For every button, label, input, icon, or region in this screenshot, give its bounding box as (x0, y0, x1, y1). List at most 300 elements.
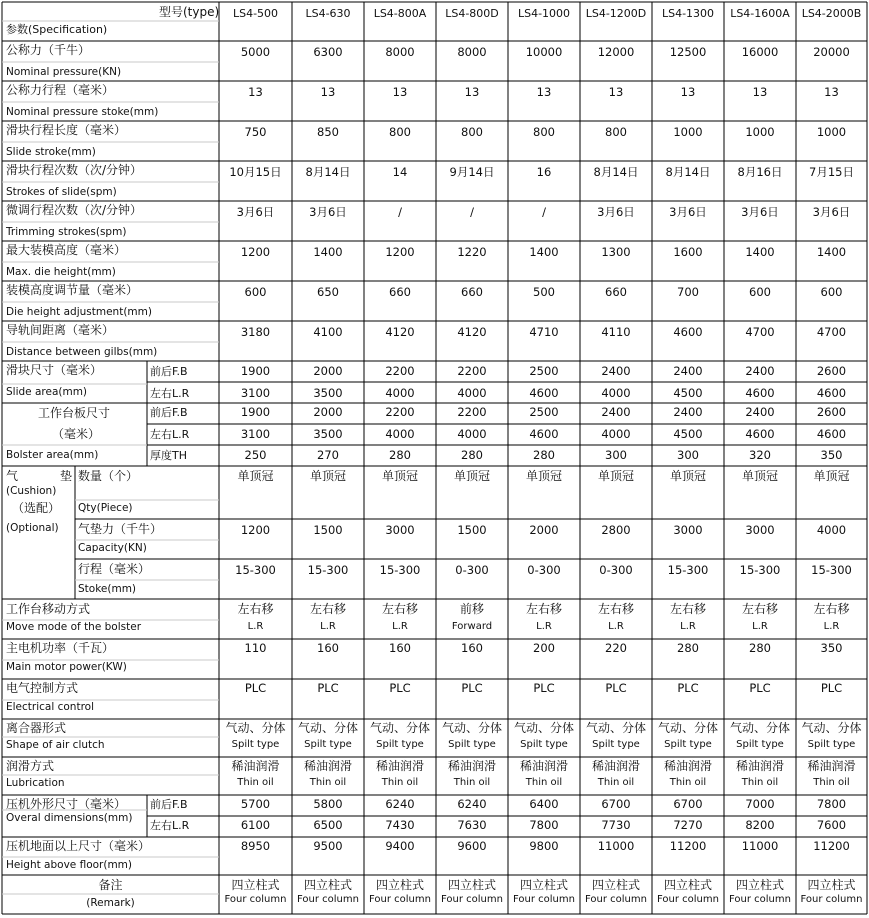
value-cell: 2400 (673, 364, 703, 378)
row-label-zh: 公称力（千牛） (6, 43, 91, 57)
value-cell: 500 (533, 285, 555, 299)
value-cell: 4700 (745, 325, 775, 339)
value-cell: 200 (533, 641, 555, 655)
sub-label-lr: 左右L.R (150, 819, 190, 832)
value-cell: 前移 (459, 602, 484, 616)
value-cell: 3月6日 (812, 205, 851, 219)
lube-value-zh: 稀油润滑 (663, 759, 712, 773)
clutch-value-zh: 气动、分体 (369, 721, 430, 735)
value-cell: L.R (823, 621, 840, 632)
value-cell: 3500 (313, 427, 343, 441)
cushion-optional-zh: （选配） (12, 501, 61, 515)
value-cell: 13 (320, 85, 336, 99)
motor-label-zh: 主电机功率（千瓦） (6, 641, 115, 655)
value-cell: 1600 (673, 245, 703, 259)
value-cell: L.R (320, 621, 336, 632)
value-cell: 8000 (385, 45, 415, 59)
value-cell: 0-300 (455, 563, 489, 577)
value-cell: 6240 (457, 797, 487, 811)
value-cell: 2500 (529, 364, 559, 378)
value-cell: 9600 (457, 839, 487, 853)
clutch-value-zh: 气动、分体 (513, 721, 574, 735)
value-cell: 4000 (601, 427, 631, 441)
value-cell: 8月14日 (593, 165, 639, 179)
value-cell: 3100 (240, 427, 271, 441)
value-cell: L.R (752, 621, 768, 632)
value-cell: 单顶冠 (741, 469, 778, 483)
model-header-label: 型号(type) (159, 5, 220, 19)
value-cell: 7270 (673, 818, 703, 832)
value-cell: 1000 (745, 125, 775, 139)
clutch-value-zh: 气动、分体 (585, 721, 646, 735)
value-cell: 4700 (816, 325, 847, 339)
clutch-value-zh: 气动、分体 (729, 721, 790, 735)
value-cell: 220 (605, 641, 627, 655)
value-cell: L.R (608, 621, 624, 632)
value-cell: 9800 (529, 839, 559, 853)
overall-label-en: Overal dimensions(mm) (6, 812, 133, 824)
value-cell: 2200 (385, 405, 415, 419)
value-cell: / (542, 205, 546, 219)
value-cell: 800 (461, 125, 483, 139)
value-cell: 110 (244, 641, 267, 655)
value-cell: 280 (749, 641, 771, 655)
row-label-zh: 滑块行程长度（毫米） (6, 123, 127, 137)
value-cell: 16000 (741, 45, 779, 59)
value-cell: L.R (247, 621, 264, 632)
value-cell: LS4-1300 (661, 7, 715, 20)
lube-label-en: Lubrication (6, 777, 65, 789)
value-cell: LS4-800A (373, 7, 427, 20)
value-cell: 4100 (313, 325, 343, 339)
value-cell: 16 (536, 165, 552, 179)
motor-label-en: Main motor power(KW) (6, 661, 127, 673)
remark-value-en: Four column (297, 894, 359, 905)
value-cell: 2200 (385, 364, 415, 378)
value-cell: 8200 (745, 818, 775, 832)
value-cell: 2400 (745, 405, 775, 419)
value-cell: 11000 (597, 839, 635, 853)
cushion-label-zh: 气 (6, 469, 19, 483)
spec-header-label: 参数(Specification) (6, 23, 108, 36)
lube-value-zh: 稀油润滑 (807, 759, 856, 773)
value-cell: 2200 (457, 364, 487, 378)
value-cell: 11200 (669, 839, 707, 853)
value-cell: 300 (605, 448, 627, 462)
value-cell: 左右移 (525, 602, 562, 616)
remark-value-zh: 四立柱式 (591, 878, 640, 892)
lube-value-en: Thin oil (381, 777, 419, 788)
row-label-zh: 导轨间距离（毫米） (6, 323, 115, 337)
clutch-value-en: Spilt type (304, 739, 352, 750)
value-cell: 4600 (816, 386, 847, 400)
remark-label-en: (Remark) (86, 897, 135, 909)
value-cell: 14 (392, 165, 408, 179)
lube-value-zh: 稀油润滑 (231, 759, 280, 773)
value-cell: 3180 (240, 325, 271, 339)
value-cell: 3月6日 (597, 205, 635, 219)
lube-value-zh: 稀油润滑 (735, 759, 784, 773)
value-cell: 10月15日 (229, 165, 282, 179)
value-cell: 单顶冠 (381, 469, 418, 483)
value-cell: 280 (389, 448, 411, 462)
slide-label-zh: 滑块尺寸（毫米） (6, 363, 103, 377)
clutch-value-en: Spilt type (231, 739, 280, 750)
remark-value-en: Four column (224, 894, 287, 905)
value-cell: 15-300 (379, 563, 421, 577)
bolster-label-zh: 工作台板尺寸 (38, 406, 111, 420)
value-cell: 4600 (745, 427, 775, 441)
value-cell: 8950 (240, 839, 271, 853)
value-cell: 6500 (313, 818, 343, 832)
row-label-en: Nominal pressure stoke(mm) (6, 106, 159, 118)
remark-value-en: Four column (513, 894, 575, 905)
value-cell: 2600 (816, 364, 847, 378)
cushion-cap-en: Capacity(KN) (78, 542, 147, 554)
cushion-stroke-en: Stoke(mm) (78, 583, 137, 595)
value-cell: LS4-800D (445, 7, 499, 20)
value-cell: 4710 (529, 325, 559, 339)
lube-value-en: Thin oil (669, 777, 707, 788)
value-cell: 1400 (529, 245, 559, 259)
value-cell: 4500 (673, 427, 703, 441)
value-cell: 12500 (669, 45, 707, 59)
row-label-en: Die height adjustment(mm) (6, 306, 152, 318)
lube-value-en: Thin oil (813, 777, 850, 788)
value-cell: 350 (820, 641, 843, 655)
clutch-value-zh: 气动、分体 (441, 721, 502, 735)
value-cell: 0-300 (599, 563, 633, 577)
value-cell: 2400 (745, 364, 775, 378)
value-cell: 2200 (457, 405, 487, 419)
value-cell: 9500 (313, 839, 343, 853)
value-cell: 左右移 (381, 602, 418, 616)
value-cell: 15-300 (811, 563, 852, 577)
value-cell: 8000 (457, 45, 487, 59)
value-cell: 3100 (240, 386, 271, 400)
value-cell: 15-300 (235, 563, 276, 577)
value-cell: PLC (677, 681, 699, 695)
remark-value-zh: 四立柱式 (807, 878, 856, 892)
clutch-value-zh: 气动、分体 (225, 721, 286, 735)
value-cell: 250 (244, 448, 267, 462)
value-cell: 4000 (385, 386, 415, 400)
row-label-en: Trimming strokes(spm) (6, 226, 127, 238)
value-cell: 7月15日 (809, 165, 854, 179)
value-cell: 左右移 (669, 602, 706, 616)
lube-label-zh: 润滑方式 (6, 759, 55, 773)
clutch-value-en: Spilt type (520, 739, 568, 750)
value-cell: 2600 (816, 405, 847, 419)
value-cell: / (470, 205, 474, 219)
value-cell: 7430 (385, 818, 415, 832)
value-cell: 6240 (385, 797, 415, 811)
value-cell: 单顶冠 (525, 469, 562, 483)
cushion-qty-en: Qty(Piece) (78, 502, 133, 514)
value-cell: 9400 (385, 839, 415, 853)
value-cell: 15-300 (307, 563, 349, 577)
remark-value-en: Four column (729, 894, 791, 905)
value-cell: 15-300 (739, 563, 781, 577)
value-cell: 7000 (745, 797, 775, 811)
value-cell: 1000 (816, 125, 847, 139)
value-cell: LS4-630 (305, 7, 351, 20)
value-cell: 1500 (313, 523, 343, 537)
lube-value-zh: 稀油润滑 (447, 759, 496, 773)
value-cell: 20000 (813, 45, 850, 59)
value-cell: L.R (536, 621, 552, 632)
value-cell: 13 (824, 85, 839, 99)
value-cell: 4000 (601, 386, 631, 400)
value-cell: 7600 (816, 818, 847, 832)
lube-value-en: Thin oil (453, 777, 491, 788)
height-label-zh: 压机地面以上尺寸（毫米） (6, 839, 151, 853)
value-cell: 7630 (457, 818, 487, 832)
value-cell: 160 (461, 641, 483, 655)
value-cell: PLC (244, 681, 267, 695)
value-cell: 左右移 (597, 602, 634, 616)
cushion-cap-zh: 气垫力（千牛） (78, 522, 163, 536)
value-cell: 7730 (601, 818, 631, 832)
value-cell: 3000 (385, 523, 415, 537)
row-label-en: Nominal pressure(KN) (6, 66, 122, 78)
sub-label-lr: 左右L.R (150, 387, 190, 400)
value-cell: 280 (461, 448, 483, 462)
value-cell: 1200 (240, 245, 271, 259)
value-cell: 1000 (673, 125, 703, 139)
bolster-label-en: Bolster area(mm) (6, 449, 99, 461)
value-cell: PLC (533, 681, 555, 695)
height-label-en: Height above floor(mm) (6, 859, 133, 871)
remark-value-zh: 四立柱式 (735, 878, 784, 892)
value-cell: 3000 (673, 523, 703, 537)
row-label-en: Strokes of slide(spm) (6, 186, 117, 198)
value-cell: 4600 (673, 325, 703, 339)
value-cell: 700 (677, 285, 699, 299)
value-cell: PLC (317, 681, 339, 695)
move-label-zh: 工作台移动方式 (6, 602, 91, 616)
value-cell: 2400 (601, 405, 631, 419)
row-label-zh: 微调行程次数（次/分钟） (6, 203, 143, 217)
value-cell: 2000 (529, 523, 559, 537)
value-cell: / (398, 205, 402, 219)
value-cell: 3500 (313, 386, 343, 400)
row-label-en: Distance between gilbs(mm) (6, 346, 158, 358)
value-cell: 5000 (240, 45, 271, 59)
value-cell: 650 (317, 285, 339, 299)
value-cell: 4000 (385, 427, 415, 441)
clutch-value-en: Spilt type (807, 739, 856, 750)
remark-value-en: Four column (441, 894, 503, 905)
cushion-label-zh: 垫 (60, 469, 73, 483)
value-cell: 13 (680, 85, 696, 99)
value-cell: 750 (244, 125, 267, 139)
value-cell: 1400 (816, 245, 847, 259)
value-cell: PLC (461, 681, 483, 695)
sub-label-fb: 前后F.B (150, 365, 188, 378)
value-cell: 1400 (745, 245, 775, 259)
value-cell: 6700 (673, 797, 703, 811)
value-cell: 4500 (673, 386, 703, 400)
value-cell: 3月6日 (309, 205, 347, 219)
value-cell: 2500 (529, 405, 559, 419)
lube-value-zh: 稀油润滑 (519, 759, 568, 773)
clutch-label-zh: 离合器形式 (6, 721, 67, 735)
value-cell: 13 (392, 85, 408, 99)
value-cell: PLC (749, 681, 771, 695)
sub-label-fb: 前后F.B (150, 798, 188, 811)
value-cell: 280 (677, 641, 699, 655)
value-cell: 单顶冠 (237, 469, 274, 483)
remark-value-en: Four column (800, 894, 863, 905)
value-cell: 280 (533, 448, 555, 462)
value-cell: 13 (248, 85, 263, 99)
row-label-zh: 公称力行程（毫米） (6, 83, 115, 97)
value-cell: 160 (389, 641, 411, 655)
remark-value-en: Four column (369, 894, 431, 905)
value-cell: 左右移 (309, 602, 346, 616)
value-cell: 4120 (457, 325, 487, 339)
remark-value-zh: 四立柱式 (303, 878, 352, 892)
lube-value-zh: 稀油润滑 (303, 759, 352, 773)
value-cell: 2000 (313, 364, 343, 378)
value-cell: 300 (677, 448, 699, 462)
value-cell: 单顶冠 (453, 469, 490, 483)
value-cell: 600 (244, 285, 267, 299)
value-cell: 单顶冠 (813, 469, 850, 483)
remark-value-zh: 四立柱式 (375, 878, 424, 892)
value-cell: 1900 (240, 405, 271, 419)
value-cell: 2400 (673, 405, 703, 419)
cushion-label-en: (Cushion) (6, 485, 57, 497)
value-cell: 4000 (816, 523, 847, 537)
value-cell: 1200 (240, 523, 271, 537)
value-cell: 单顶冠 (597, 469, 634, 483)
value-cell: 1220 (457, 245, 487, 259)
value-cell: 0-300 (527, 563, 561, 577)
value-cell: 8月14日 (305, 165, 351, 179)
value-cell: 15-300 (667, 563, 709, 577)
move-label-en: Move mode of the bolster (6, 621, 142, 633)
value-cell: 单顶冠 (309, 469, 346, 483)
value-cell: 6700 (601, 797, 631, 811)
remark-value-zh: 四立柱式 (663, 878, 712, 892)
value-cell: 270 (317, 448, 339, 462)
value-cell: 4000 (457, 386, 487, 400)
value-cell: LS4-1000 (517, 7, 571, 20)
value-cell: 左右移 (813, 602, 850, 616)
value-cell: PLC (605, 681, 627, 695)
value-cell: 2400 (601, 364, 631, 378)
sub-label-lr: 左右L.R (150, 428, 190, 441)
remark-value-zh: 四立柱式 (231, 878, 280, 892)
cushion-optional-en: (Optional) (6, 522, 59, 534)
value-cell: 13 (464, 85, 480, 99)
value-cell: L.R (392, 621, 408, 632)
value-cell: 4000 (457, 427, 487, 441)
value-cell: 800 (605, 125, 627, 139)
clutch-label-en: Shape of air clutch (6, 739, 105, 751)
remark-value-en: Four column (657, 894, 719, 905)
value-cell: Forward (451, 621, 493, 632)
sub-label-fb: 前后F.B (150, 406, 188, 419)
cushion-stroke-zh: 行程（毫米） (78, 562, 151, 576)
remark-value-zh: 四立柱式 (447, 878, 496, 892)
value-cell: 11000 (741, 839, 779, 853)
value-cell: 2800 (601, 523, 631, 537)
value-cell: 4600 (816, 427, 847, 441)
lube-value-en: Thin oil (309, 777, 347, 788)
value-cell: 4600 (529, 386, 559, 400)
value-cell: 660 (605, 285, 627, 299)
cushion-qty-zh: 数量（个） (78, 469, 139, 483)
value-cell: 3000 (745, 523, 775, 537)
row-label-zh: 装模高度调节量（毫米） (6, 283, 139, 297)
lube-value-zh: 稀油润滑 (591, 759, 640, 773)
value-cell: 2000 (313, 405, 343, 419)
value-cell: 6100 (240, 818, 271, 832)
lube-value-en: Thin oil (741, 777, 779, 788)
value-cell: 320 (749, 448, 771, 462)
value-cell: 850 (317, 125, 339, 139)
remark-label-zh: 备注 (98, 878, 123, 892)
clutch-value-en: Spilt type (664, 739, 712, 750)
lube-value-en: Thin oil (597, 777, 635, 788)
slide-label-en: Slide area(mm) (6, 386, 88, 398)
lube-value-en: Thin oil (237, 777, 274, 788)
value-cell: 13 (608, 85, 624, 99)
clutch-value-zh: 气动、分体 (657, 721, 718, 735)
value-cell: 660 (461, 285, 483, 299)
sub-label-th: 厚度TH (150, 449, 187, 462)
value-cell: 6400 (529, 797, 559, 811)
row-label-zh: 最大装模高度（毫米） (6, 243, 127, 257)
row-label-en: Slide stroke(mm) (6, 146, 96, 158)
value-cell: 4600 (529, 427, 559, 441)
value-cell: PLC (820, 681, 843, 695)
value-cell: 800 (389, 125, 411, 139)
value-cell: 5700 (240, 797, 271, 811)
value-cell: 4120 (385, 325, 415, 339)
value-cell: 左右移 (741, 602, 778, 616)
value-cell: L.R (680, 621, 696, 632)
value-cell: 800 (533, 125, 555, 139)
overall-label-zh: 压机外形尺寸（毫米） (6, 797, 127, 811)
value-cell: 12000 (597, 45, 635, 59)
value-cell: 600 (749, 285, 771, 299)
value-cell: 4110 (601, 325, 631, 339)
value-cell: 3月6日 (741, 205, 779, 219)
value-cell: LS4-1600A (730, 7, 790, 20)
value-cell: 600 (820, 285, 843, 299)
value-cell: 3月6日 (236, 205, 275, 219)
bolster-label-zh2: （毫米） (52, 427, 101, 441)
value-cell: 左右移 (237, 602, 274, 616)
clutch-value-en: Spilt type (592, 739, 640, 750)
electric-label-zh: 电气控制方式 (6, 681, 79, 695)
clutch-value-en: Spilt type (448, 739, 496, 750)
value-cell: 10000 (525, 45, 563, 59)
value-cell: 160 (317, 641, 339, 655)
lube-value-en: Thin oil (525, 777, 563, 788)
value-cell: 13 (536, 85, 552, 99)
value-cell: 1900 (240, 364, 271, 378)
value-cell: LS4-1200D (585, 7, 647, 20)
clutch-value-zh: 气动、分体 (297, 721, 358, 735)
value-cell: 8月16日 (737, 165, 783, 179)
value-cell: 5800 (313, 797, 343, 811)
row-label-en: Max. die height(mm) (6, 266, 116, 278)
